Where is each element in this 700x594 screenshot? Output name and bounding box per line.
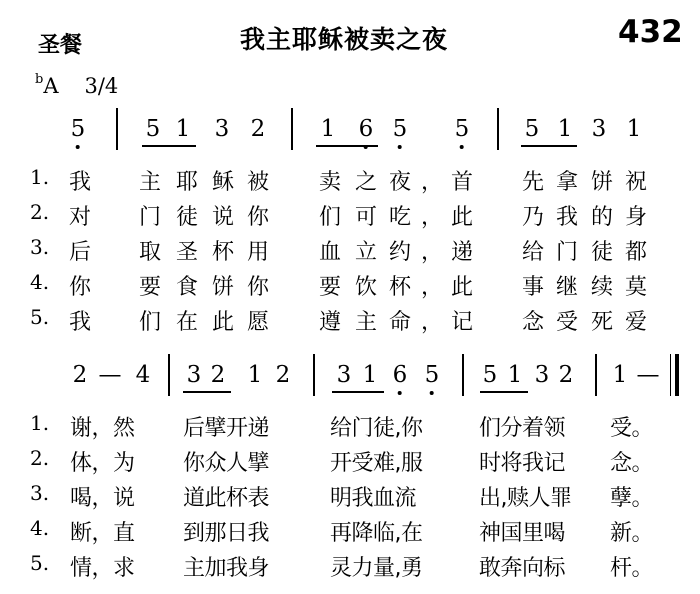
beam-underline xyxy=(332,391,384,393)
beam-underline xyxy=(480,391,528,393)
note: 3 xyxy=(214,116,230,142)
note: 1 xyxy=(175,116,191,142)
note: 1 xyxy=(320,116,336,142)
lyric-char: 杯 xyxy=(211,240,235,265)
lyric-segment: 你众人擘 xyxy=(183,451,270,476)
bar-line xyxy=(462,354,464,396)
lyric-char: 徒 xyxy=(175,205,199,230)
lyric-char: 你 xyxy=(246,205,270,230)
note: — xyxy=(636,362,660,388)
note: 1 xyxy=(626,116,642,142)
lyric-char: 此 xyxy=(450,205,474,230)
note: 1 xyxy=(507,362,523,388)
note: 2 xyxy=(72,362,88,388)
lyric-char: ， xyxy=(420,240,444,265)
lyric-char: 耶 xyxy=(175,170,199,195)
note: 3 xyxy=(186,362,202,388)
note: 3 xyxy=(591,116,607,142)
lyric-char: 死 xyxy=(590,310,614,335)
note: 5 xyxy=(392,116,408,142)
lyric-char: 杯 xyxy=(388,275,412,300)
lyric-char: 们 xyxy=(138,310,162,335)
note: 1 xyxy=(612,362,628,388)
lyric-char: 遵 xyxy=(318,310,342,335)
lyric-char: 拿 xyxy=(555,170,579,195)
lyric-segment: 新。 xyxy=(610,521,654,546)
lyric-char: 命 xyxy=(388,310,412,335)
lyric-char: 在 xyxy=(175,310,199,335)
note: 5 xyxy=(70,116,86,142)
lyric-char: 说 xyxy=(211,205,235,230)
lyric-segment: 杆。 xyxy=(610,556,654,581)
lyric-segment: 谢，然 xyxy=(70,416,135,441)
note: 1 xyxy=(247,362,263,388)
lyric-char: 被 xyxy=(246,170,270,195)
note: 1 xyxy=(557,116,573,142)
lyric-char: 爱 xyxy=(624,310,648,335)
verse-row xyxy=(0,235,700,269)
verse-number: 5. xyxy=(30,305,50,329)
beam-underline xyxy=(521,145,577,147)
bar-line xyxy=(291,108,293,150)
bar-line xyxy=(497,108,499,150)
lyric-char: 都 xyxy=(624,240,648,265)
verse-row xyxy=(0,446,700,480)
lyric-char: 血 xyxy=(318,240,342,265)
lyric-char: 给 xyxy=(521,240,545,265)
lyric-char: 夜 xyxy=(388,170,412,195)
lyric-segment: 出,赎人罪 xyxy=(479,486,572,511)
lyric-char: 续 xyxy=(590,275,614,300)
hymn-number: 432 xyxy=(618,14,683,50)
lyric-segment: 念。 xyxy=(610,451,654,476)
note: 3 xyxy=(534,362,550,388)
verse-number: 4. xyxy=(30,516,50,540)
note: 5 xyxy=(424,362,440,388)
note: 5 xyxy=(524,116,540,142)
verse-number: 5. xyxy=(30,551,50,575)
lyric-segment: 们分着领 xyxy=(479,416,566,441)
lyric-char: 吃 xyxy=(388,205,412,230)
lyric-char: 事 xyxy=(521,275,545,300)
verse-number: 2. xyxy=(30,446,50,470)
lyric-char: ， xyxy=(420,205,444,230)
melody-line-2 xyxy=(0,362,700,402)
note: 5 xyxy=(482,362,498,388)
lyric-char: 要 xyxy=(138,275,162,300)
verse-number: 2. xyxy=(30,200,50,224)
lyric-char: 愿 xyxy=(246,310,270,335)
lyric-char: 门 xyxy=(555,240,579,265)
lyric-segment: 明我血流 xyxy=(330,486,417,511)
verse-number: 3. xyxy=(30,235,50,259)
beam-underline xyxy=(316,145,378,147)
lyric-segment: 开受难,服 xyxy=(330,451,423,476)
note: 2 xyxy=(275,362,291,388)
key-note: A xyxy=(43,74,59,98)
lyric-segment: 主加我身 xyxy=(183,556,270,581)
note: 4 xyxy=(135,362,151,388)
lyric-segment: 孽。 xyxy=(610,486,654,511)
lyric-char: 祝 xyxy=(624,170,648,195)
final-bar-thin xyxy=(670,354,671,396)
lyric-char: 先 xyxy=(521,170,545,195)
lyric-char: 念 xyxy=(521,310,545,335)
lyric-char: 饮 xyxy=(354,275,378,300)
time-signature: 3/4 xyxy=(84,74,119,98)
beam-underline xyxy=(183,391,231,393)
note: — xyxy=(98,362,122,388)
lyric-segment: 给门徒,你 xyxy=(330,416,423,441)
melody-line-1 xyxy=(0,116,700,156)
verse-row xyxy=(0,551,700,585)
lyric-char: 此 xyxy=(450,275,474,300)
hymn-category: 圣餐 xyxy=(38,33,83,58)
lyric-char: 要 xyxy=(318,275,342,300)
lyric-char: 取 xyxy=(138,240,162,265)
lyric-segment: 后擘开递 xyxy=(183,416,270,441)
note: 5 xyxy=(454,116,470,142)
verse-number: 1. xyxy=(30,411,50,435)
bar-line xyxy=(168,354,170,396)
lyric-segment: 情，求 xyxy=(70,556,135,581)
note: 1 xyxy=(362,362,378,388)
lyric-char: 我 xyxy=(68,170,92,195)
lyric-char: 我 xyxy=(68,310,92,335)
lyric-char: 饼 xyxy=(590,170,614,195)
lyric-char: 我 xyxy=(555,205,579,230)
note: 2 xyxy=(250,116,266,142)
verse-row xyxy=(0,516,700,550)
lyric-char: 卖 xyxy=(318,170,342,195)
lyric-char: 稣 xyxy=(211,170,235,195)
beam-underline xyxy=(142,145,196,147)
bar-line xyxy=(313,354,315,396)
verse-row xyxy=(0,411,700,445)
lyric-char: 立 xyxy=(354,240,378,265)
note: 3 xyxy=(336,362,352,388)
hymn-title: 我主耶稣被卖之夜 xyxy=(240,25,449,54)
lyric-char: 主 xyxy=(354,310,378,335)
lyric-char: 记 xyxy=(450,310,474,335)
lyric-char: 身 xyxy=(624,205,648,230)
lyric-char: 们 xyxy=(318,205,342,230)
lyric-segment: 灵力量,勇 xyxy=(330,556,423,581)
bar-line xyxy=(595,354,597,396)
lyric-char: 此 xyxy=(211,310,235,335)
note: 6 xyxy=(392,362,408,388)
lyric-char: 递 xyxy=(450,240,474,265)
lyric-segment: 再降临,在 xyxy=(330,521,423,546)
lyric-char: 乃 xyxy=(521,205,545,230)
verse-row xyxy=(0,270,700,304)
lyric-char: 之 xyxy=(354,170,378,195)
lyric-char: 主 xyxy=(138,170,162,195)
lyric-char: 对 xyxy=(68,205,92,230)
lyric-char: 你 xyxy=(68,275,92,300)
lyric-segment: 喝，说 xyxy=(70,486,135,511)
lyric-char: 受 xyxy=(555,310,579,335)
lyric-char: 首 xyxy=(450,170,474,195)
lyric-char: 的 xyxy=(590,205,614,230)
note: 5 xyxy=(145,116,161,142)
lyric-char: 圣 xyxy=(175,240,199,265)
lyric-segment: 敢奔向标 xyxy=(479,556,566,581)
lyric-char: 你 xyxy=(246,275,270,300)
lyric-char: 后 xyxy=(68,240,92,265)
final-bar-thick xyxy=(675,354,679,396)
verse-row xyxy=(0,165,700,199)
verse-number: 4. xyxy=(30,270,50,294)
key-signature xyxy=(35,74,118,98)
lyric-segment: 神国里喝 xyxy=(479,521,566,546)
verse-row xyxy=(0,200,700,234)
lyric-char: ， xyxy=(420,310,444,335)
verse-number: 1. xyxy=(30,165,50,189)
lyric-segment: 受。 xyxy=(610,416,654,441)
lyric-char: 用 xyxy=(246,240,270,265)
lyric-char: 徒 xyxy=(590,240,614,265)
lyric-char: 约 xyxy=(388,240,412,265)
note: 2 xyxy=(210,362,226,388)
lyric-segment: 体，为 xyxy=(70,451,135,476)
lyric-segment: 时将我记 xyxy=(479,451,566,476)
lyric-char: ， xyxy=(420,170,444,195)
lyric-char: 莫 xyxy=(624,275,648,300)
note: 6 xyxy=(358,116,374,142)
flat-sign: b xyxy=(35,72,44,87)
lyric-char: 可 xyxy=(354,205,378,230)
lyric-char: 食 xyxy=(175,275,199,300)
lyric-char: 饼 xyxy=(211,275,235,300)
lyric-segment: 道此杯表 xyxy=(183,486,270,511)
verse-row xyxy=(0,305,700,339)
lyric-char: 继 xyxy=(555,275,579,300)
lyric-segment: 到那日我 xyxy=(183,521,270,546)
bar-line xyxy=(116,108,118,150)
lyric-char: ， xyxy=(420,275,444,300)
verse-number: 3. xyxy=(30,481,50,505)
note: 2 xyxy=(558,362,574,388)
verse-row xyxy=(0,481,700,515)
lyric-char: 门 xyxy=(138,205,162,230)
lyric-segment: 断，直 xyxy=(70,521,135,546)
